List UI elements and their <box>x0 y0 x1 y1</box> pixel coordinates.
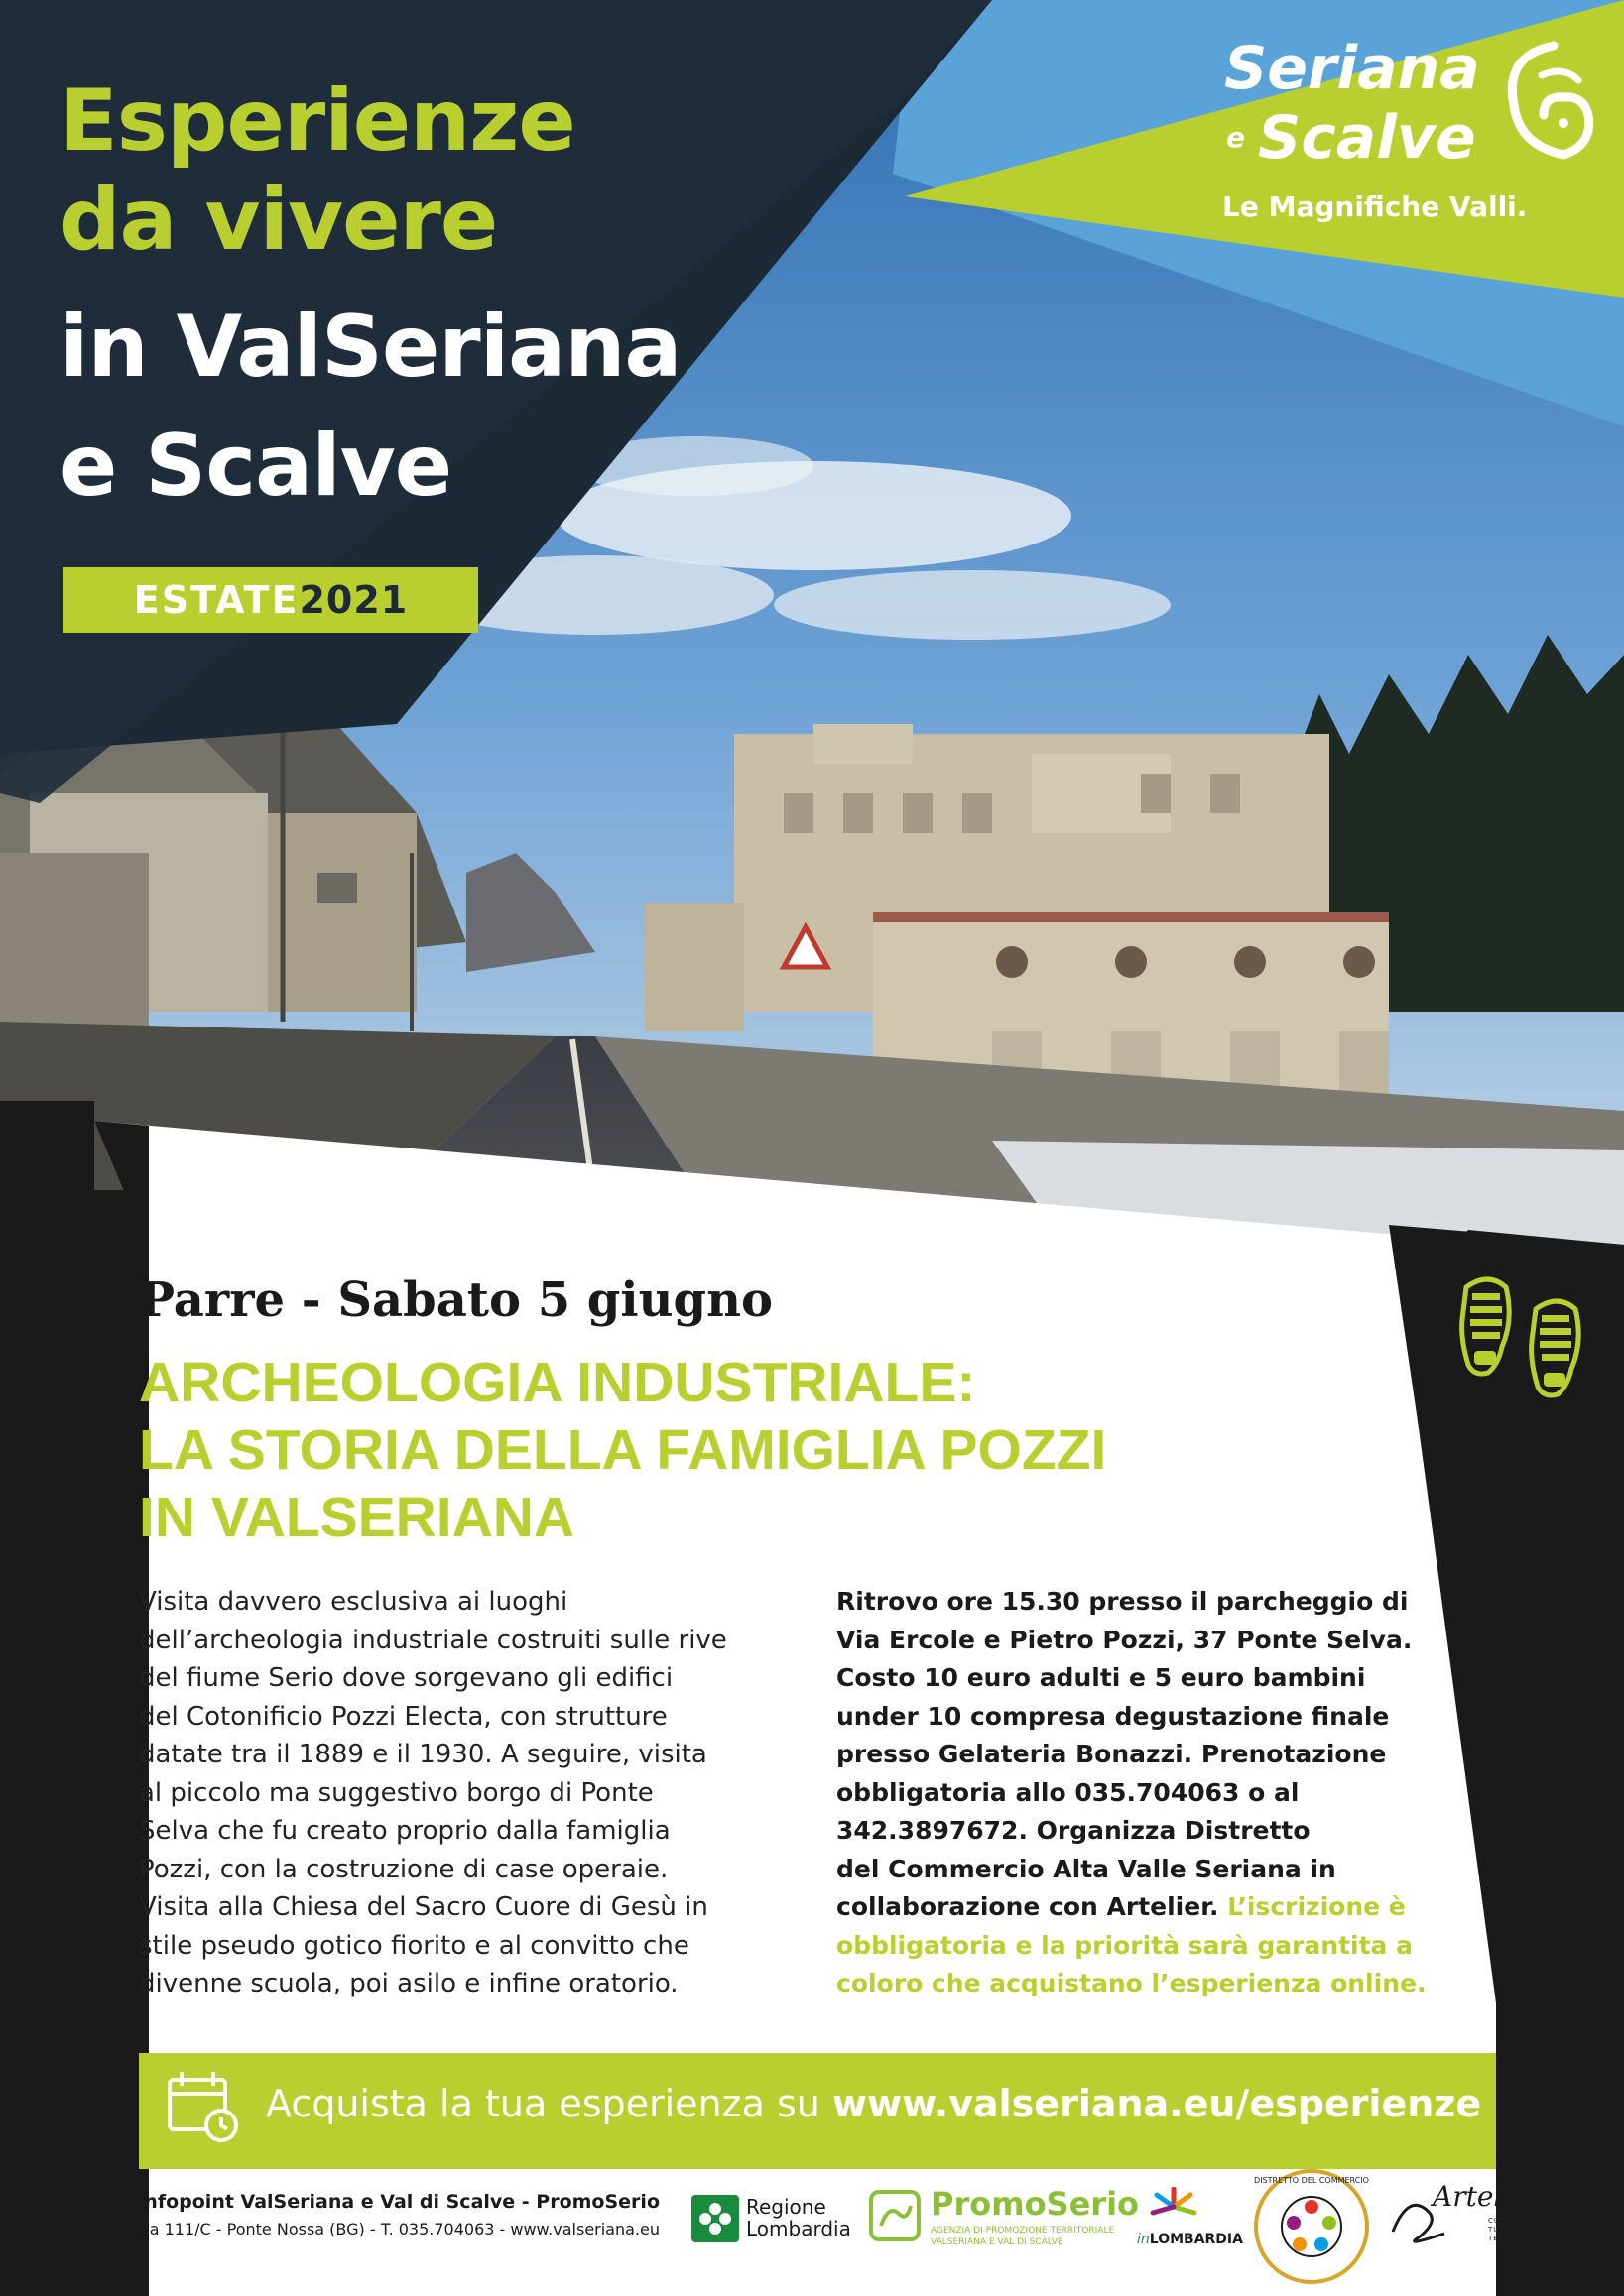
cta-text: Acquista la tua esperienza su <box>266 2082 832 2125</box>
season-badge <box>63 567 478 633</box>
distretto-seal-text: DISTRETTO DEL COMMERCIO <box>1254 2176 1369 2185</box>
brand-name-1: Seriana <box>1224 34 1480 103</box>
event-title-line-3: IN VALSERIANA <box>139 1486 575 1549</box>
calendar-clock-icon <box>164 2068 243 2147</box>
event-description <box>139 1583 727 2003</box>
event-title-line-2: LA STORIA DELLA FAMIGLIA POZZI <box>139 1418 1107 1482</box>
brand-tagline: Le Magnifiche Valli. <box>1222 190 1528 223</box>
lombardia-label: Lombardia <box>746 2217 851 2240</box>
info-highlight: L’iscrizione è <box>1227 1892 1406 1921</box>
infopoint-address: via Europa 111/C - Ponte Nossa (BG) - T. 035.704063 - www.valseriana.eu <box>74 2220 660 2238</box>
promoserio-logo-text <box>931 2185 1139 2223</box>
description-line: al piccolo ma suggestivo borgo di Ponte <box>139 1777 654 1808</box>
artelier-sub-line: CULTURA <box>1488 2217 1527 2225</box>
artelier-sub-line: TURISMO <box>1488 2226 1528 2234</box>
promoserio-subtitle <box>931 2225 1114 2248</box>
regione-lombardia-text <box>746 2196 851 2239</box>
regione-lombardia-logo <box>691 2195 739 2242</box>
description-line: divenne scuola, poi asilo e infine oratorio. <box>139 1969 679 1998</box>
description-line: del Cotonificio Pozzi Electa, con strutture <box>139 1701 668 1732</box>
info-line: 342.3897672. Organizza Distretto <box>836 1816 1311 1845</box>
description-line: Visita alla Chiesa del Sacro Cuore di Gesù in <box>139 1892 708 1922</box>
inlombardia-label: LOMBARDIA <box>1149 2232 1243 2247</box>
description-line: Visita davvero esclusiva ai luoghi <box>139 1587 568 1617</box>
promoserio-sub-line: VALSERIANA E VAL DI SCALVE <box>931 2237 1063 2247</box>
hero-line-1: Esperienze <box>60 71 575 171</box>
infopoint-title: Infopoint ValSeriana e Val di Scalve - PromoSerio <box>137 2191 660 2213</box>
description-line: del fiume Serio dove sorgevano gli edifici <box>139 1663 674 1693</box>
season-label: ESTATE <box>133 578 300 622</box>
info-highlight: obbligatoria e la priorità sarà garantita a <box>836 1930 1413 1960</box>
cta-url[interactable]: www.valseriana.eu/esperienze <box>831 2082 1482 2125</box>
info-line: Via Ercole e Pietro Pozzi, 37 Ponte Selva. <box>836 1625 1413 1654</box>
artelier-logo-text: Artelier <box>1433 2180 1542 2213</box>
promo-label: Promo <box>931 2185 1047 2223</box>
distretto-commercio-seal-icon <box>1252 2167 1371 2286</box>
event-info <box>836 1583 1426 2003</box>
serio-label: Serio <box>1046 2185 1140 2223</box>
hero-line-3: in ValSeriana <box>60 298 682 397</box>
artelier-subtitle <box>1488 2217 1541 2243</box>
regione-rose-icon <box>691 2195 739 2242</box>
info-line: Costo 10 euro adulti e 5 euro bambini <box>836 1663 1366 1692</box>
cta-link[interactable] <box>266 2082 1481 2125</box>
event-title-line-1: ARCHEOLOGIA INDUSTRIALE: <box>139 1351 976 1414</box>
promoserio-icon <box>869 2190 921 2241</box>
regione-label: Regione <box>746 2195 826 2219</box>
info-line: obbligatoria allo 035.704063 o al <box>836 1777 1300 1807</box>
inlombardia-star-icon <box>1149 2187 1198 2227</box>
info-line: presso Gelateria Bonazzi. Prenotazione <box>836 1740 1387 1768</box>
inlombardia-text <box>1137 2232 1243 2247</box>
description-line: stile pseudo gotico fiorito e al convitto che <box>139 1930 689 1961</box>
description-line: Selva che fu creato proprio dalla famiglia <box>139 1816 671 1846</box>
footprints-icon <box>1448 1269 1597 1418</box>
info-line: collaborazione con Artelier. <box>836 1892 1219 1921</box>
footer-infopoint <box>74 2187 660 2242</box>
inlombardia-in: in <box>1137 2232 1150 2247</box>
artelier-sub-line: TERRITORIO <box>1488 2235 1541 2242</box>
brand-name-2: Scalve <box>1258 103 1476 173</box>
info-line: del Commercio Alta Valle Seriana in <box>836 1854 1336 1883</box>
brand-goat-icon <box>1484 36 1603 175</box>
hero-line-2: da vivere <box>60 171 498 270</box>
info-line: Ritrovo ore 15.30 presso il parcheggio di <box>836 1587 1409 1616</box>
brand-name-and: e <box>1226 121 1245 154</box>
promoserio-sub-line: AGENZIA DI PROMOZIONE TERRITORIALE <box>931 2226 1115 2236</box>
info-highlight: coloro che acquistano l’esperienza online. <box>836 1969 1427 1997</box>
description-line: Pozzi, con la costruzione di case operaie. <box>139 1854 669 1884</box>
info-line: under 10 compresa degustazione finale <box>836 1701 1390 1731</box>
hero-line-4: e Scalve <box>60 417 452 516</box>
season-year: 2021 <box>299 578 409 622</box>
description-line: datate tra il 1889 e il 1930. A seguire, visita <box>139 1740 707 1769</box>
description-line: dell’archeologia industriale costruiti sulle rive <box>139 1625 727 1655</box>
event-date-location: Parre - Sabato 5 giugno <box>139 1272 773 1328</box>
